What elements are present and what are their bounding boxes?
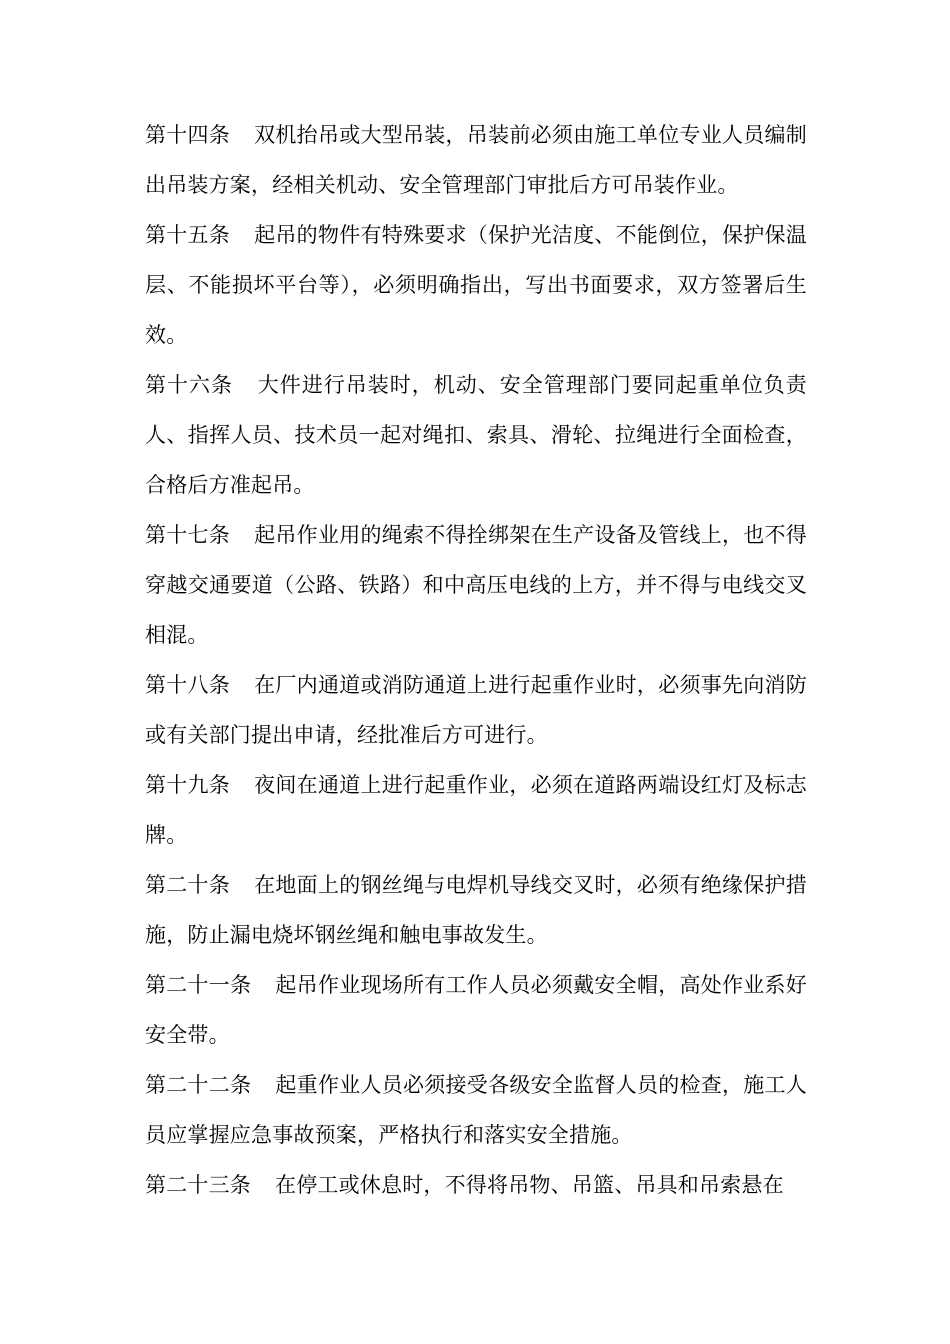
- article-16: [145, 360, 807, 510]
- article-number: 第十四条: [145, 123, 231, 147]
- article-text: 起吊作业用的绳索不得拴绑架在生产设备及管线上，也不得穿越交通要道（公路、铁路）和中高压电线的上方，并不得与电线交叉相混。: [145, 523, 807, 647]
- article-number: 第十八条: [145, 673, 231, 697]
- article-text: 起吊作业现场所有工作人员必须戴安全帽，高处作业系好安全带。: [145, 973, 808, 1047]
- article-number: 第二十条: [145, 873, 231, 897]
- article-number: 第十九条: [145, 773, 231, 797]
- article-19: [145, 760, 807, 860]
- article-text: 双机抬吊或大型吊装，吊装前必须由施工单位专业人员编制出吊装方案，经相关机动、安全管理部门审批后方可吊装作业。: [145, 123, 807, 197]
- article-text: 夜间在通道上进行起重作业，必须在道路两端设红灯及标志牌。: [145, 773, 807, 847]
- article-23: [145, 1160, 807, 1210]
- article-text: 大件进行吊装时，机动、安全管理部门要同起重单位负责人、指挥人员、技术员一起对绳扣、索具、滑轮、拉绳进行全面检查，合格后方准起吊。: [145, 373, 807, 497]
- article-21: [145, 960, 807, 1060]
- article-text: 起重作业人员必须接受各级安全监督人员的检查，施工人员应掌握应急事故预案，严格执行和落实安全措施。: [145, 1073, 808, 1147]
- article-text: 起吊的物件有特殊要求（保护光洁度、不能倒位，保护保温层、不能损坏平台等），必须明确指出，写出书面要求，双方签署后生效。: [145, 223, 807, 347]
- article-number: 第十七条: [145, 523, 231, 547]
- article-22: [145, 1060, 807, 1160]
- article-17: [145, 510, 807, 660]
- article-18: [145, 660, 807, 760]
- article-20: [145, 860, 807, 960]
- article-15: [145, 210, 807, 360]
- article-text: 在厂内通道或消防通道上进行起重作业时，必须事先向消防或有关部门提出申请，经批准后方可进行。: [145, 673, 807, 747]
- article-text: 在停工或休息时，不得将吊物、吊篮、吊具和吊索悬在: [275, 1173, 784, 1197]
- article-number: 第二十一条: [145, 973, 252, 997]
- document-body: [145, 110, 807, 1210]
- article-text: 在地面上的钢丝绳与电焊机导线交叉时，必须有绝缘保护措施，防止漏电烧坏钢丝绳和触电事故发生。: [145, 873, 807, 947]
- article-number: 第十六条: [145, 373, 233, 397]
- article-number: 第二十三条: [145, 1173, 251, 1197]
- article-number: 第十五条: [145, 223, 231, 247]
- article-number: 第二十二条: [145, 1073, 252, 1097]
- article-14: [145, 110, 807, 210]
